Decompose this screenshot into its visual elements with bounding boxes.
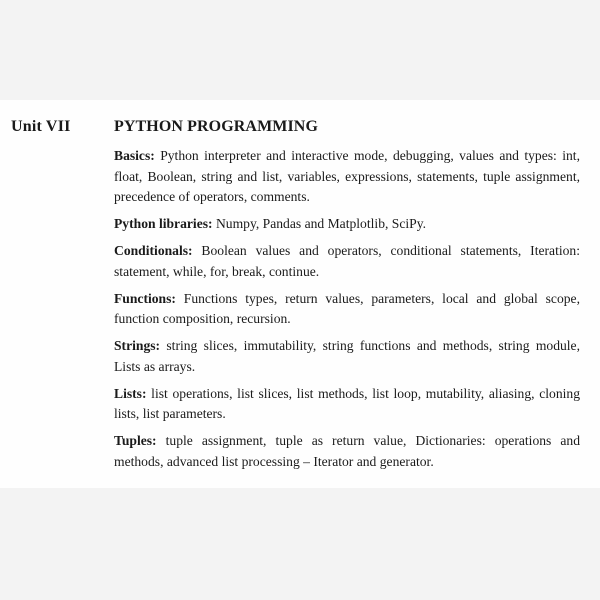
topic-heading: Lists: [114,385,147,401]
topic-basics [114,146,580,208]
topic-heading: Conditionals: [114,243,193,258]
topic-lists [114,384,580,425]
topic-functions [114,289,580,330]
topic-strings [114,336,580,377]
topic-text: Functions types, return values, parameters, local and global scope, function composition, recursion. [114,290,580,326]
topic-text: Numpy, Pandas and Matplotlib, SciPy. [212,216,427,231]
unit-title: PYTHON PROGRAMMING [114,118,319,135]
topic-conditionals [114,241,580,282]
topic-text: tuple assignment, tuple as return value, Dictionaries: operations and methods, advanced list processing – Iterator and generator. [114,433,580,469]
topic-list [114,146,580,479]
topic-text: string slices, immutability, string functions and methods, string module, Lists as arrays. [114,338,580,374]
topic-heading: Strings: [114,338,161,353]
topic-text: Boolean values and operators, conditional statements, Iteration: statement, while, for, break, continue. [114,243,580,279]
topic-python-libraries [114,214,580,235]
topic-text: Python interpreter and interactive mode, debugging, values and types: int, float, Boolean, string and list, variables, expressions, statements, tuple assignment, precedence of operators, comments. [114,148,580,204]
unit-label: Unit VII [11,118,71,135]
topic-heading: Tuples: [114,433,157,448]
topic-heading: Functions: [114,290,176,306]
syllabus-page [0,100,600,488]
topic-heading: Python libraries: [114,216,213,231]
topic-tuples [114,431,580,472]
topic-text: list operations, list slices, list methods, list loop, mutability, aliasing, cloning lists, list parameters. [114,385,580,421]
topic-heading: Basics: [114,148,155,163]
